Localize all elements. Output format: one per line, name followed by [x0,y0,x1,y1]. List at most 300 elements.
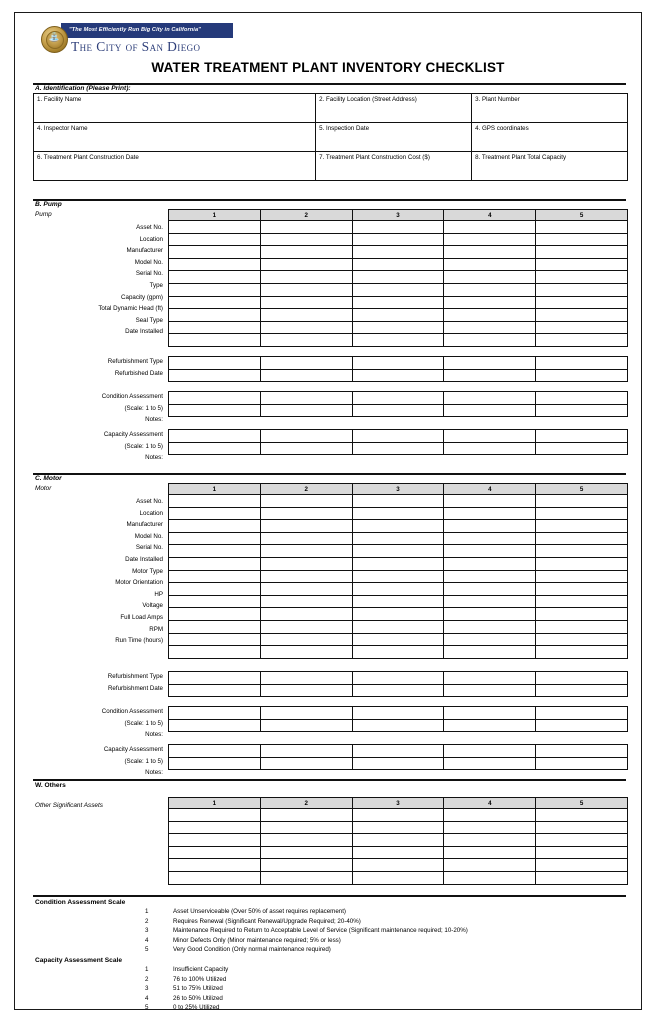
table-cell[interactable] [536,442,628,455]
table-cell[interactable] [260,369,352,382]
column-header-4: 4 [444,798,536,809]
table-cell[interactable] [536,745,628,758]
table-cell[interactable] [536,809,628,822]
table-cell[interactable] [169,719,261,732]
table-cell[interactable] [352,309,444,322]
scale-item [145,994,228,1004]
table-cell[interactable] [169,334,261,347]
table-cell[interactable] [444,233,536,246]
table-cell[interactable] [169,309,261,322]
table-cell[interactable] [352,283,444,296]
table-cell[interactable] [352,859,444,872]
table-cell[interactable] [169,271,261,284]
table-cell[interactable] [169,821,261,834]
table-cell[interactable] [352,221,444,234]
table-cell[interactable] [169,321,261,334]
scale-number: 4 [145,936,149,944]
table-row [169,271,628,284]
table-cell[interactable] [260,583,352,596]
table-cell[interactable] [536,846,628,859]
table-cell[interactable] [444,707,536,720]
scale-text: 76 to 100% Utilized [173,975,227,983]
table-row [169,507,628,520]
table-cell[interactable] [536,507,628,520]
table-cell[interactable] [536,672,628,685]
table-row [169,321,628,334]
table-row [169,334,628,347]
table-cell[interactable] [536,633,628,646]
scale-item [145,926,468,936]
scale-item [145,984,228,994]
table-cell[interactable] [260,296,352,309]
field-plant-number[interactable]: 3. Plant Number [472,94,628,123]
table-cell[interactable] [352,719,444,732]
row-label: Asset No. [136,498,163,505]
table-cell[interactable] [260,846,352,859]
table-cell[interactable] [536,684,628,697]
field-inspection-date[interactable]: 5. Inspection Date [316,123,472,152]
table-cell[interactable] [260,357,352,370]
table-cell[interactable] [536,532,628,545]
table-cell[interactable] [536,404,628,417]
table-cell[interactable] [352,646,444,659]
table-cell[interactable] [444,258,536,271]
table-cell[interactable] [536,271,628,284]
table-cell[interactable] [260,821,352,834]
table-cell[interactable] [444,430,536,443]
table-cell[interactable] [536,834,628,847]
table-cell[interactable] [260,392,352,405]
table-cell[interactable] [169,809,261,822]
table-cell[interactable] [260,834,352,847]
table-cell[interactable] [169,430,261,443]
table-cell[interactable] [536,392,628,405]
table-cell[interactable] [169,532,261,545]
table-cell[interactable] [260,745,352,758]
table-cell[interactable] [352,633,444,646]
scale-text: Maintenance Required to Return to Acceptable Level of Service (Significant maintenance required; 10-20%) [173,927,468,935]
table-cell[interactable] [352,871,444,884]
table-cell[interactable] [444,246,536,259]
table-cell[interactable] [260,233,352,246]
table-cell[interactable] [444,583,536,596]
table-cell[interactable] [536,334,628,347]
table-cell[interactable] [352,809,444,822]
table-cell[interactable] [444,283,536,296]
table-cell[interactable] [444,633,536,646]
table-cell[interactable] [352,545,444,558]
motor-refurb-labels [33,671,163,694]
table-cell[interactable] [260,871,352,884]
column-header-4: 4 [444,484,536,495]
row-label: Full Load Amps [120,613,163,621]
table-cell[interactable] [260,646,352,659]
table-cell[interactable] [444,570,536,583]
table-cell[interactable] [169,859,261,872]
table-cell[interactable] [444,871,536,884]
table-cell[interactable] [260,545,352,558]
table-cell[interactable] [444,309,536,322]
table-cell[interactable] [352,672,444,685]
table-cell[interactable] [352,620,444,633]
table-cell[interactable] [444,404,536,417]
table-cell[interactable] [260,672,352,685]
table-cell[interactable] [260,532,352,545]
table-cell[interactable] [352,430,444,443]
table-row [169,834,628,847]
section-label-pump: B. Pump [35,201,62,208]
column-header-3: 3 [352,210,444,221]
table-cell[interactable] [536,620,628,633]
table-cell[interactable] [169,392,261,405]
row-label: Seal Type [135,316,163,324]
table-cell[interactable] [260,404,352,417]
table-cell[interactable] [536,369,628,382]
table-cell[interactable] [444,369,536,382]
scale-item [145,1003,228,1013]
scale-item [145,945,468,955]
table-cell[interactable] [536,583,628,596]
table-cell[interactable] [260,430,352,443]
table-cell[interactable] [260,520,352,533]
row-label: Type [149,281,163,289]
table-row [169,442,628,455]
table-cell[interactable] [352,834,444,847]
table-cell[interactable] [536,707,628,720]
table-row [169,495,628,508]
scale-text: 51 to 75% Utilized [173,985,223,993]
scale-item [145,936,468,946]
table-cell[interactable] [169,646,261,659]
table-cell[interactable] [169,233,261,246]
table-cell[interactable] [444,442,536,455]
table-cell[interactable] [536,520,628,533]
table-row [34,152,628,181]
table-row [169,570,628,583]
table-cell[interactable] [536,221,628,234]
section-sublabel-pump: Pump [35,211,52,218]
table-cell[interactable] [169,583,261,596]
table-cell[interactable] [444,321,536,334]
table-cell[interactable] [260,321,352,334]
table-cell[interactable] [444,334,536,347]
scale-number: 2 [145,917,149,925]
table-cell[interactable] [260,809,352,822]
scale-number: 3 [145,927,149,935]
column-header-2: 2 [260,484,352,495]
pump-condition-grid [168,391,628,417]
table-cell[interactable] [444,821,536,834]
table-cell[interactable] [536,296,628,309]
table-cell[interactable] [169,258,261,271]
pump-main-grid [168,209,628,347]
table-cell[interactable] [352,608,444,621]
table-cell[interactable] [169,283,261,296]
field-construction-date[interactable]: 6. Treatment Plant Construction Date [34,152,316,181]
table-cell[interactable] [352,233,444,246]
table-cell[interactable] [260,620,352,633]
column-header-1: 1 [169,210,261,221]
table-row [169,258,628,271]
table-cell[interactable] [444,719,536,732]
table-cell[interactable] [444,271,536,284]
field-facility-name[interactable]: 1. Facility Name [34,94,316,123]
table-cell[interactable] [536,646,628,659]
table-cell[interactable] [536,283,628,296]
table-cell[interactable] [260,757,352,770]
table-cell[interactable] [352,334,444,347]
table-row [169,620,628,633]
row-label: Date Installed [125,328,163,336]
scale-item [145,965,228,975]
table-cell[interactable] [352,507,444,520]
table-cell[interactable] [260,258,352,271]
table-row [169,392,628,405]
table-cell[interactable] [444,834,536,847]
table-cell[interactable] [169,495,261,508]
table-cell[interactable] [260,309,352,322]
city-seal-icon: ⛲ [41,26,68,53]
capacity-scale-title: Capacity Assessment Scale [35,957,122,964]
table-cell[interactable] [260,221,352,234]
table-row [169,595,628,608]
condition-scale-list [145,907,468,955]
table-cell[interactable] [352,296,444,309]
table-cell[interactable] [536,309,628,322]
table-cell[interactable] [536,233,628,246]
table-cell[interactable] [352,369,444,382]
row-label: Model No. [134,258,163,266]
section-label-motor: C. Motor [35,475,62,482]
table-cell[interactable] [260,570,352,583]
pump-refurbishment-grid [168,356,628,382]
table-cell[interactable] [260,859,352,872]
table-cell[interactable] [444,620,536,633]
table-cell[interactable] [260,271,352,284]
scale-number: 2 [145,975,149,983]
table-cell[interactable] [260,495,352,508]
row-label: Notes: [145,454,163,462]
table-cell[interactable] [169,684,261,697]
table-row [169,633,628,646]
table-cell[interactable] [352,595,444,608]
field-facility-location[interactable]: 2. Facility Location (Street Address) [316,94,472,123]
scale-number: 4 [145,994,149,1002]
table-cell[interactable] [536,321,628,334]
column-header-2: 2 [260,798,352,809]
table-cell[interactable] [169,404,261,417]
table-cell[interactable] [444,357,536,370]
table-cell[interactable] [352,846,444,859]
table-row [169,430,628,443]
table-cell[interactable] [444,646,536,659]
scale-number: 5 [145,1004,149,1012]
table-cell[interactable] [260,684,352,697]
table-cell[interactable] [260,507,352,520]
scale-item [145,907,468,917]
table-cell[interactable] [352,707,444,720]
table-cell[interactable] [169,672,261,685]
table-cell[interactable] [260,246,352,259]
table-cell[interactable] [536,557,628,570]
field-inspector-name[interactable]: 4. Inspector Name [34,123,316,152]
table-cell[interactable] [260,633,352,646]
table-cell[interactable] [536,859,628,872]
table-cell[interactable] [352,357,444,370]
table-cell[interactable] [169,357,261,370]
table-cell[interactable] [260,557,352,570]
table-cell[interactable] [260,608,352,621]
scale-text: Insufficient Capacity [173,966,229,973]
table-cell[interactable] [444,684,536,697]
table-cell[interactable] [169,757,261,770]
table-cell[interactable] [352,557,444,570]
table-cell[interactable] [444,672,536,685]
row-label: Motor Orientation [115,579,163,587]
table-row [169,684,628,697]
table-cell[interactable] [536,757,628,770]
table-cell[interactable] [169,608,261,621]
table-row [169,583,628,596]
table-row [169,357,628,370]
table-cell[interactable] [536,430,628,443]
table-cell[interactable] [444,296,536,309]
section-rule-motor [33,473,626,475]
table-cell[interactable] [536,821,628,834]
table-cell[interactable] [444,495,536,508]
table-cell[interactable] [169,871,261,884]
table-cell[interactable] [536,871,628,884]
table-cell[interactable] [169,620,261,633]
table-cell[interactable] [352,570,444,583]
table-cell[interactable] [444,532,536,545]
table-cell[interactable] [352,392,444,405]
table-cell[interactable] [169,834,261,847]
table-cell[interactable] [260,707,352,720]
table-cell[interactable] [352,684,444,697]
table-cell[interactable] [169,507,261,520]
table-cell[interactable] [444,608,536,621]
table-cell[interactable] [536,357,628,370]
table-cell[interactable] [169,557,261,570]
table-cell[interactable] [169,369,261,382]
table-cell[interactable] [352,821,444,834]
table-cell[interactable] [352,404,444,417]
table-row [169,707,628,720]
table-cell[interactable] [444,221,536,234]
pump-capacity-labels [33,429,163,464]
table-cell[interactable] [536,495,628,508]
table-cell[interactable] [536,595,628,608]
table-cell[interactable] [169,545,261,558]
table-cell[interactable] [169,520,261,533]
table-cell[interactable] [444,809,536,822]
table-cell[interactable] [169,442,261,455]
table-cell[interactable] [536,570,628,583]
scale-text: 26 to 50% Utilized [173,994,223,1002]
table-row [169,871,628,884]
table-cell[interactable] [444,757,536,770]
table-cell[interactable] [169,595,261,608]
table-cell[interactable] [536,258,628,271]
section-rule-others [33,779,626,781]
table-cell[interactable] [352,583,444,596]
table-cell[interactable] [260,334,352,347]
table-cell[interactable] [260,283,352,296]
scale-text: Requires Renewal (Significant Renewal/Upgrade Required; 20-40%) [173,917,361,925]
table-row [169,309,628,322]
table-cell[interactable] [169,633,261,646]
section-sublabel-others: Other Significant Assets [35,802,103,809]
table-cell[interactable] [536,246,628,259]
row-label: (Scale: 1 to 5) [124,404,163,412]
table-row [169,369,628,382]
scale-text: 0 to 25% Utilized [173,1004,220,1012]
table-cell[interactable] [444,545,536,558]
field-gps-coordinates[interactable]: 4. GPS coordinates [472,123,628,152]
table-cell[interactable] [352,271,444,284]
table-cell[interactable] [169,846,261,859]
table-cell[interactable] [352,246,444,259]
table-cell[interactable] [352,532,444,545]
scale-number: 1 [145,908,149,915]
row-label: Manufacturer [126,247,163,255]
table-cell[interactable] [169,221,261,234]
section-label-others: W. Others [35,782,66,789]
table-cell[interactable] [352,495,444,508]
others-grid [168,797,628,885]
field-total-capacity[interactable]: 8. Treatment Plant Total Capacity [472,152,628,181]
table-row [169,233,628,246]
table-cell[interactable] [169,745,261,758]
table-cell[interactable] [169,246,261,259]
table-cell[interactable] [536,608,628,621]
table-cell[interactable] [444,507,536,520]
row-label: Capacity Assessment [103,746,163,753]
table-cell[interactable] [536,545,628,558]
table-row [169,296,628,309]
table-cell[interactable] [169,570,261,583]
table-cell[interactable] [352,442,444,455]
motor-row-labels [33,496,163,647]
table-cell[interactable] [352,757,444,770]
table-cell[interactable] [169,707,261,720]
field-construction-cost[interactable]: 7. Treatment Plant Construction Cost ($) [316,152,472,181]
table-cell[interactable] [444,846,536,859]
table-cell[interactable] [444,595,536,608]
table-cell[interactable] [260,595,352,608]
table-cell[interactable] [260,442,352,455]
table-cell[interactable] [444,520,536,533]
document-page [14,12,642,1010]
table-cell[interactable] [444,859,536,872]
table-cell[interactable] [444,557,536,570]
table-cell[interactable] [260,719,352,732]
table-cell[interactable] [444,392,536,405]
table-cell[interactable] [169,296,261,309]
table-row [169,672,628,685]
table-cell[interactable] [352,520,444,533]
table-cell[interactable] [352,745,444,758]
motor-condition-labels [33,706,163,741]
table-cell[interactable] [536,719,628,732]
motor-capacity-grid [168,744,628,770]
row-label: Location [139,235,163,243]
table-row [169,745,628,758]
table-cell[interactable] [444,745,536,758]
table-cell[interactable] [352,321,444,334]
table-cell[interactable] [352,258,444,271]
